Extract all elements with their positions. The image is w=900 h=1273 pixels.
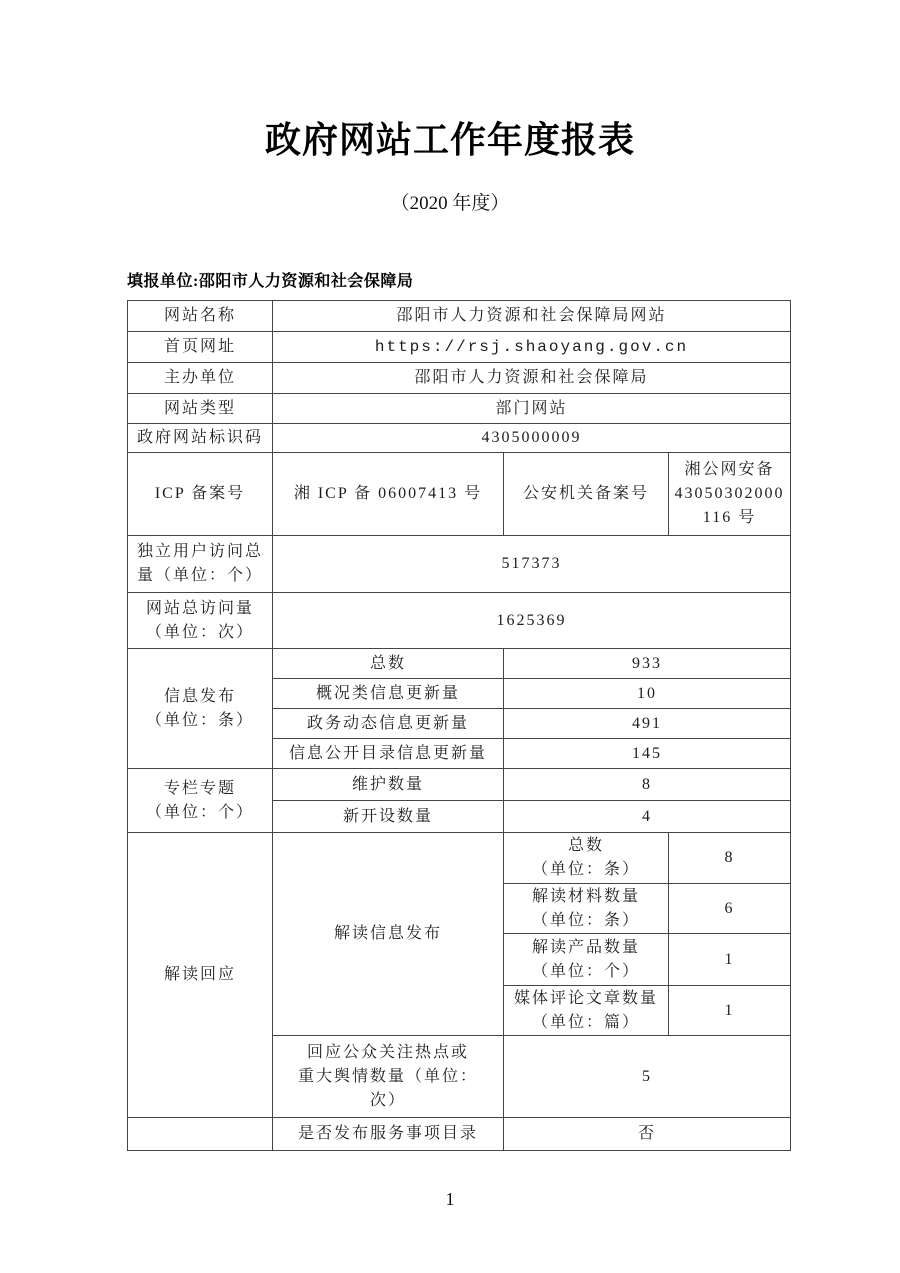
interpret-media-value: 1 [669,986,791,1036]
columns-maintained-value: 8 [504,769,791,801]
service-catalog-empty-cell [128,1118,273,1151]
interpret-materials-value: 6 [669,884,791,934]
interpret-products-label [504,934,669,986]
interpret-materials-label-line: 解读材料数量 [531,887,640,905]
hotspot-label-line: 次） [369,1091,406,1109]
table-row-info-publish-total [128,649,791,679]
police-record-label: 公安机关备案号 [504,453,669,536]
service-catalog-label: 是否发布服务事项目录 [273,1118,504,1151]
table-row-icp [128,453,791,536]
unique-visitors-label-line: 量（单位：个） [136,567,263,584]
info-publish-dynamics-value: 491 [504,709,791,739]
service-catalog-value: 否 [504,1118,791,1151]
info-publish-dynamics-label: 政务动态信息更新量 [273,709,504,739]
table-row-service-catalog [128,1118,791,1151]
table-row-organizer [128,363,791,394]
table-row-site-name [128,301,791,332]
unique-visitors-label-line: 独立用户访问总 [136,543,263,560]
site-code-label: 政府网站标识码 [128,424,273,453]
page-title: 政府网站工作年度报表 [264,119,635,160]
total-visits-label-line: 网站总访问量 [145,599,254,617]
site-type-value: 部门网站 [273,394,791,424]
police-record-value [669,453,791,536]
unique-visitors-value: 517373 [273,536,791,593]
organizer-value: 邵阳市人力资源和社会保障局 [273,363,791,394]
reporting-unit-label: 填报单位:邵阳市人力资源和社会保障局 [127,273,414,290]
icp-value: 湘 ICP 备 06007413 号 [273,453,504,536]
table-row-home-url [128,332,791,363]
total-visits-value: 1625369 [273,593,791,649]
info-publish-group-label-line: 信息发布 [163,687,236,705]
unique-visitors-label [128,536,273,593]
interpret-media-label-line: （单位：篇） [531,1013,640,1031]
site-name-value: 邵阳市人力资源和社会保障局网站 [273,301,791,332]
columns-new-value: 4 [504,801,791,833]
table-row-site-code [128,424,791,453]
home-url-value: https://rsj.shaoyang.gov.cn [273,332,791,363]
site-type-label: 网站类型 [128,394,273,424]
interpret-total-label-line: （单位：条） [531,861,640,878]
site-code-value: 4305000009 [273,424,791,453]
interpret-total-label-line: 总数 [567,837,604,854]
table-row-site-type [128,394,791,424]
hotspot-value: 5 [504,1036,791,1118]
home-url-label: 首页网址 [128,332,273,363]
total-visits-label [128,593,273,649]
interpret-products-label-line: 解读产品数量 [531,938,640,956]
info-publish-catalog-label: 信息公开目录信息更新量 [273,739,504,769]
info-publish-overview-value: 10 [504,679,791,709]
hotspot-label-line: 重大舆情数量（单位： [297,1067,478,1085]
columns-maintained-label: 维护数量 [273,769,504,801]
annual-report-table [127,300,791,1151]
interpret-total-value: 8 [669,833,791,884]
interpret-products-label-line: （单位：个） [531,962,640,980]
interpret-products-value: 1 [669,934,791,986]
interpretation-group-label: 解读回应 [128,833,273,1118]
interpret-publish-label: 解读信息发布 [273,833,504,1036]
hotspot-label [273,1036,504,1118]
total-visits-label-line: （单位：次） [145,623,254,641]
special-columns-group-label-line: （单位：个） [145,803,254,821]
special-columns-group-label [128,769,273,833]
info-publish-total-value: 933 [504,649,791,679]
info-publish-group-label-line: （单位：条） [145,711,254,729]
page-number: 1 [445,1189,455,1209]
info-publish-total-label: 总数 [273,649,504,679]
table-row-unique-visitors [128,536,791,593]
table-row-interpret-total [128,833,791,884]
police-record-value-line: 43050302000 [674,485,785,502]
police-record-value-line: 湘公网安备 [684,461,775,478]
table-row-total-visits [128,593,791,649]
site-name-label: 网站名称 [128,301,273,332]
info-publish-overview-label: 概况类信息更新量 [273,679,504,709]
police-record-value-line: 116 号 [702,509,757,526]
table-row-columns-maintained [128,769,791,801]
interpret-materials-label [504,884,669,934]
info-publish-group-label [128,649,273,769]
icp-label: ICP 备案号 [128,453,273,536]
organizer-label: 主办单位 [128,363,273,394]
info-publish-catalog-value: 145 [504,739,791,769]
interpret-media-label [504,986,669,1036]
hotspot-label-line: 回应公众关注热点或 [306,1043,469,1061]
interpret-media-label-line: 媒体评论文章数量 [513,989,658,1007]
interpret-materials-label-line: （单位：条） [531,911,640,929]
page-subtitle: （2020 年度） [390,193,510,214]
special-columns-group-label-line: 专栏专题 [163,779,236,797]
interpret-total-label [504,833,669,884]
columns-new-label: 新开设数量 [273,801,504,833]
